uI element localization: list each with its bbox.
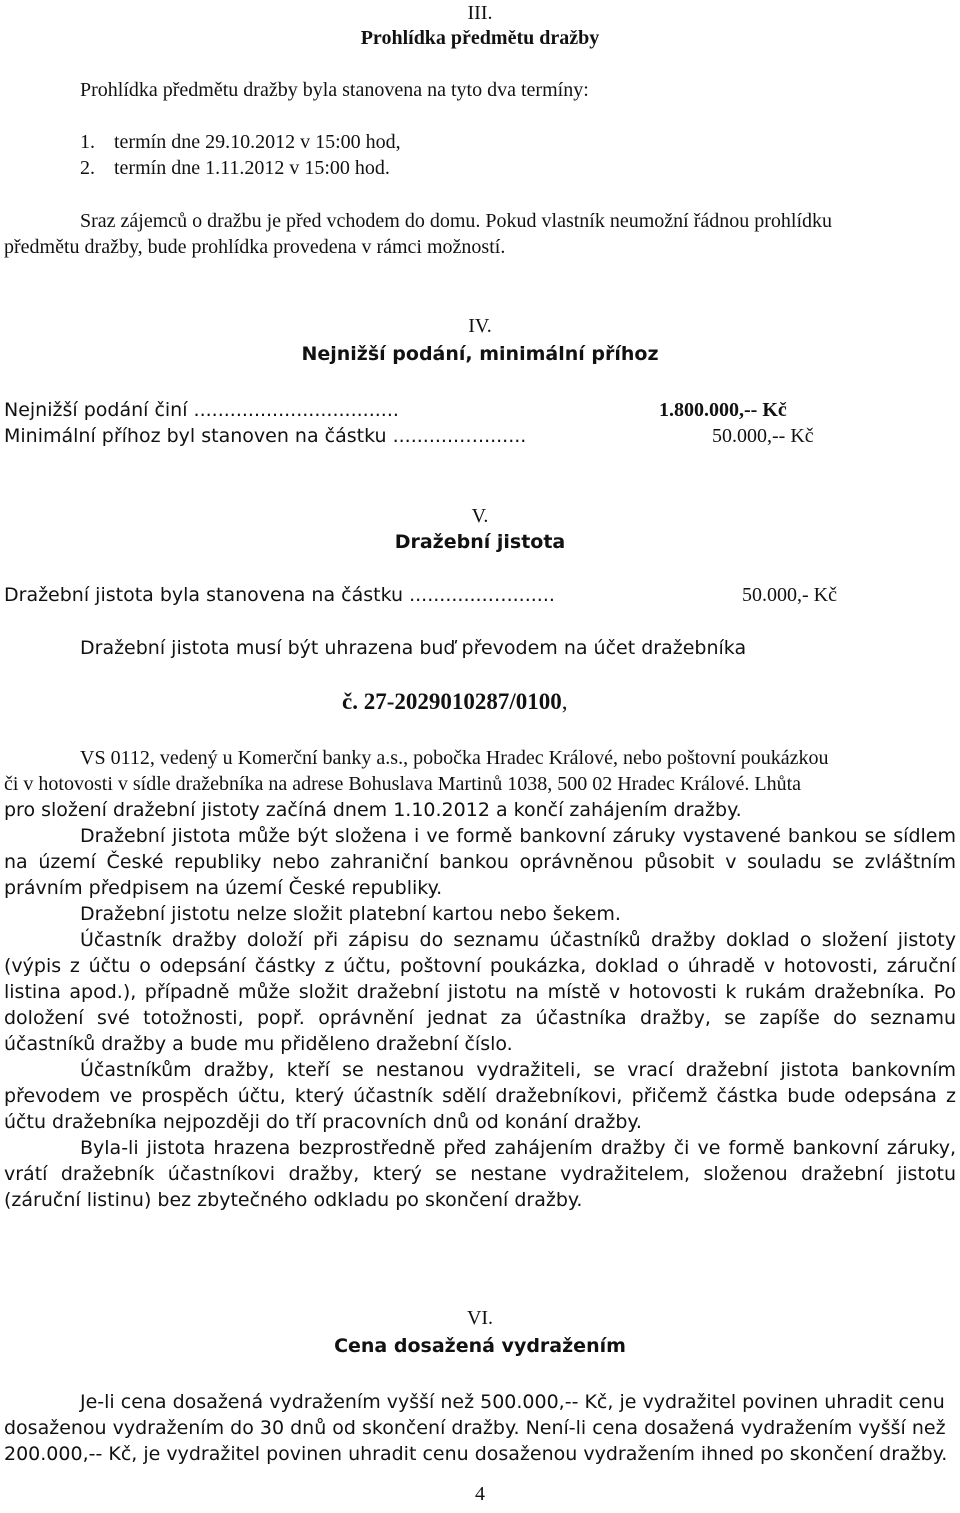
guarantee-paragraph: Dražební jistota může být složena i ve formě bankovní záruky vystavené bankou se sídlem na území České republiky nebo zahraniční bankou oprávněnou působit v souladu se zvláštním právním předpisem na území České republiky. [4,825,956,899]
refund-paragraph: Účastníkům dražby, kteří se nestanou vydražiteli, se vrací dražební jistota bankovním převodem ve prospěch účtu, který účastník sdělí dražebníkovi, přičemž částka bude odepsána z účtu dražebníka nejpozději do tří pracovních dnů od konání dražby. [4,1059,956,1133]
section-3-title: Prohlídka předmětu dražby [360,27,600,49]
section-6-numeral: VI. [466,1307,494,1329]
min-increment-dots: ...........…........ [392,425,527,447]
price-line-2: dosaženou vydražením do 30 dnů od skončení dražby. Není-li cena dosažená vydražením vyšší než [4,1417,946,1439]
section-5-title: Dražební jistota [394,531,566,553]
deposit-value: 50.000,- Kč [742,584,837,606]
account-number: č. 27-2029010287/0100 [342,689,562,714]
meeting-line-1: Sraz zájemců o dražbu je před vchodem do domu. Pokud vlastník neumožní řádnou prohlídku [80,210,833,232]
term-1-number: 1. [80,131,95,153]
account-number-row [342,687,568,717]
min-increment-value: 50.000,-- Kč [712,425,814,447]
lowest-bid-value: 1.800.000,-- Kč [659,399,787,421]
deadline-line: pro složení dražební jistoty začíná dnem 1.10.2012 a končí zahájením dražby. [4,799,742,821]
section-4-numeral: IV. [468,315,492,337]
price-line-3: 200.000,-- Kč, je vydražitel povinen uhradit cenu dosaženou vydražením ihned po skončení dražby. [4,1443,948,1465]
term-1-text: termín dne 29.10.2012 v 15:00 hod, [114,131,401,153]
deposit-dots: .............…........ [409,584,555,606]
bank-line: VS 0112, vedený u Komerční banky a.s., pobočka Hradec Králové, nebo poštovní poukázkou [80,747,829,769]
min-increment-label: Minimální příhoz byl stanoven na částku [4,425,387,447]
section-3-intro: Prohlídka předmětu dražby byla stanovena na tyto dva termíny: [80,79,589,101]
lowest-bid-label: Nejnižší podání činí [4,399,188,421]
return-paragraph: Byla-li jistota hrazena bezprostředně před zahájením dražby či ve formě bankovní záruky, vrátí dražebník účastníkovi dražby, který se nestane vydražitelem, složenou dražební jistotu (záruční listinu) bez zbytečného odkladu po skončení dražby. [4,1137,956,1211]
deposit-row [4,582,555,608]
price-line-1: Je-li cena dosažená vydražením vyšší než 500.000,-- Kč, je vydražitel povinen uhradit cenu [80,1391,945,1413]
payment-intro: Dražební jistota musí být uhrazena buď převodem na účet dražebníka [80,637,747,659]
section-4-title: Nejnižší podání, minimální příhoz [301,343,659,365]
no-card-paragraph: Dražební jistotu nelze složit platební kartou nebo šekem. [80,903,621,925]
lowest-bid-row [4,397,399,423]
section-3-numeral: III. [467,2,493,24]
proof-paragraph: Účastník dražby doloží při zápisu do seznamu účastníků dražby doklad o složení jistoty (výpis z účtu o odepsání částky z účtu, poštovní poukázka, doklad o úhradě v hotovosti, záruční listina apod.), případně může složit dražební jistotu na místě v hotovosti k rukám dražebníka. Po doložení své totožnosti, popř. oprávnění jednat za účastníka dražby, se zapíše do seznamu účastníků dražby a bude mu přiděleno dražební číslo. [4,929,956,1055]
term-2-number: 2. [80,157,95,179]
meeting-line-2: předmětu dražby, bude prohlídka provedena v rámci možností. [4,236,506,258]
cash-line: či v hotovosti v sídle dražebníka na adrese Bohuslava Martinů 1038, 500 02 Hradec Králové. Lhůta [4,773,802,795]
section-5-numeral: V. [471,505,489,527]
lowest-bid-dots: .................................. [193,399,399,421]
account-number-suffix: , [561,689,568,714]
section-6-title: Cena dosažená vydražením [334,1335,626,1357]
min-increment-row [4,423,526,449]
page-number: 4 [475,1483,485,1505]
deposit-label: Dražební jistota byla stanovena na částku [4,584,404,606]
price-block [4,1389,956,1467]
term-2-text: termín dne 1.11.2012 v 15:00 hod. [114,157,390,179]
deposit-details-block [4,745,956,1213]
